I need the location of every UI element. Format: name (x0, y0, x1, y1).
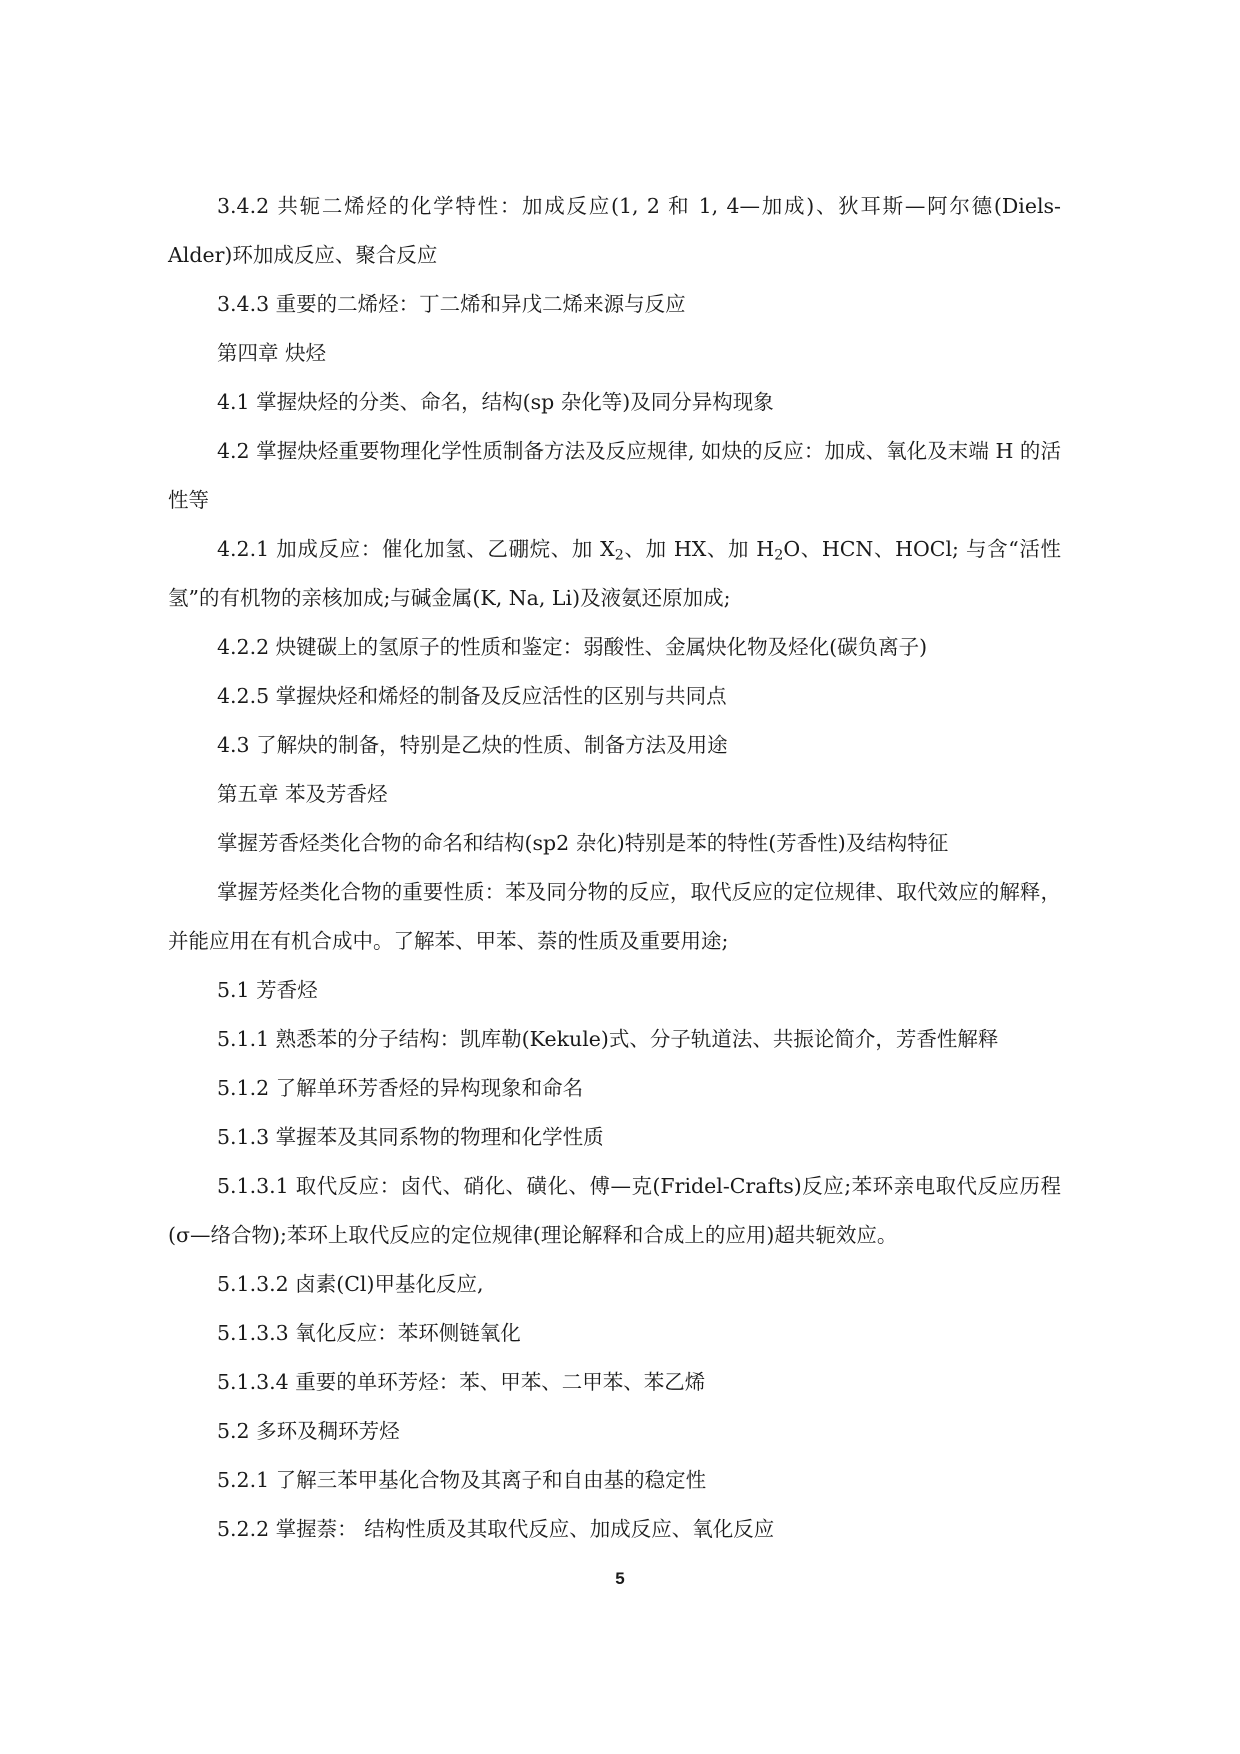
h-subscript: 2 (774, 547, 784, 564)
addition-middle: 、加 HX、加 H (623, 537, 775, 561)
chapter-5-heading: 第五章 苯及芳香烃 (217, 782, 388, 806)
paragraph-3-4-2: 3.4.2 共轭二烯烃的化学特性：加成反应(1, 2 和 1, 4—加成)、狄耳斯—阿尔德(Diels-Alder)环加成反应、聚合反应 (168, 194, 1061, 267)
paragraph-3-4-3: 3.4.3 重要的二烯烃：丁二烯和异戊二烯来源与反应 (217, 292, 686, 316)
paragraph-5-1-3-4: 5.1.3.4 重要的单环芳烃：苯、甲苯、二甲苯、苯乙烯 (217, 1370, 706, 1394)
addition-prefix: 4.2.1 加成反应：催化加氢、乙硼烷、加 X (217, 537, 615, 561)
paragraph-4-2-1 (168, 525, 1061, 623)
paragraph-5-1-3-1: 5.1.3.1 取代反应：卤代、硝化、磺化、傅—克(Fridel-Crafts)反应;苯环亲电取代反应历程(σ—络合物);苯环上取代反应的定位规律(理论解释和合成上的应用)超共轭效应。 (168, 1174, 1061, 1247)
paragraph-4-1: 4.1 掌握炔烃的分类、命名，结构(sp 杂化等)及同分异构现象 (217, 390, 774, 414)
page-number: 5 (615, 1569, 625, 1588)
paragraph-5-1-1: 5.1.1 熟悉苯的分子结构：凯库勒(Kekule)式、分子轨道法、共振论简介，芳香性解释 (217, 1027, 999, 1051)
paragraph-aromatic-properties: 掌握芳烃类化合物的重要性质：苯及同分物的反应，取代反应的定位规律、取代效应的解释，并能应用在有机合成中。了解苯、甲苯、萘的性质及重要用途; (168, 880, 1061, 953)
addition-suffix: O、HCN、HOCl; 与含“活性氢”的有机物的亲核加成;与碱金属(K, Na, Li)及液氨还原加成; (168, 537, 1061, 610)
paragraph-4-2-5: 4.2.5 掌握炔烃和烯烃的制备及反应活性的区别与共同点 (217, 684, 727, 708)
paragraph-4-2: 4.2 掌握炔烃重要物理化学性质制备方法及反应规律, 如炔的反应：加成、氧化及末端 H 的活性等 (168, 439, 1061, 512)
x-subscript: 2 (614, 547, 624, 564)
section-5-2-heading: 5.2 多环及稠环芳烃 (217, 1419, 400, 1443)
paragraph-5-2-2: 5.2.2 掌握萘： 结构性质及其取代反应、加成反应、氧化反应 (217, 1517, 775, 1541)
paragraph-aromatic-structure: 掌握芳香烃类化合物的命名和结构(sp2 杂化)特别是苯的特性(芳香性)及结构特征 (217, 831, 949, 855)
section-5-1-heading: 5.1 芳香烃 (217, 978, 318, 1002)
paragraph-4-3: 4.3 了解炔的制备，特别是乙炔的性质、制备方法及用途 (217, 733, 728, 757)
paragraph-5-1-3-2: 5.1.3.2 卤素(Cl)甲基化反应, (217, 1272, 484, 1296)
chapter-4-heading: 第四章 炔烃 (217, 341, 327, 365)
paragraph-5-1-2: 5.1.2 了解单环芳香烃的异构现象和命名 (217, 1076, 584, 1100)
paragraph-5-1-3: 5.1.3 掌握苯及其同系物的物理和化学性质 (217, 1125, 604, 1149)
paragraph-4-2-2: 4.2.2 炔键碳上的氢原子的性质和鉴定：弱酸性、金属炔化物及烃化(碳负离子) (217, 635, 928, 659)
paragraph-5-2-1: 5.2.1 了解三苯甲基化合物及其离子和自由基的稳定性 (217, 1468, 707, 1492)
paragraph-5-1-3-3: 5.1.3.3 氧化反应：苯环侧链氧化 (217, 1321, 521, 1345)
document-body (168, 182, 1061, 1554)
